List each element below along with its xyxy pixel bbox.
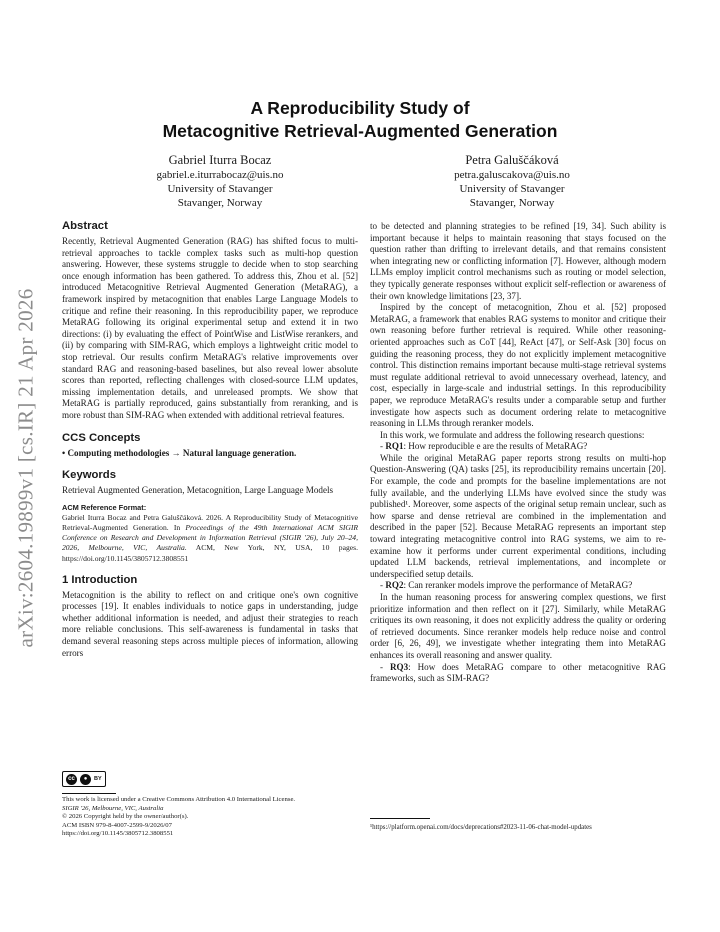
author-name: Petra Galuščáková	[465, 153, 559, 167]
abstract-heading: Abstract	[62, 220, 108, 232]
cc-icon: cc	[66, 774, 77, 785]
intro-continued: to be detected and planning strategies to be refined [19, 34]. Such ability is important because it helps to maintain reasoning that stays focused on the question rather than drifting to irrelevant details, and that remains consistent when integrating new or conflicting information [7]. However, although modern LLMs employ implicit control mechanisms such as routing or model selection, they typically generate responses without explicit self-reflection or awareness of their own knowledge limitations [23, 37].	[370, 221, 666, 301]
left-column	[62, 219, 358, 659]
author-location: Stavanger, Norway	[177, 197, 263, 209]
author-email: petra.galuscakova@uis.no	[454, 169, 570, 181]
intro-paragraph-4: While the original MetaRAG paper reports strong results on multi-hop Question-Answering (QA) tasks [25], its reproducibility remains uncertain [20]. For example, the code and prompts for the baseline implementations are not fully available, and the underlying LLMs have evolved since the study was published¹. Moreover, some aspects of the original setup remain unclear, such as how sparse and dense retrieval are combined in the implementation and described in the paper [52]. Because MetaRAG represents an important step toward integrating metacognitive control into RAG systems, we aim to re-examine how it performs under current experimental conditions, including updated LLM backends, retrieval implementations, and incomplete or underspecified setup details.	[370, 452, 666, 579]
paper-title	[60, 97, 660, 143]
reference-format-heading: ACM Reference Format:	[62, 502, 147, 512]
license-line: This work is licensed under a Creative Commons Attribution 4.0 International License.	[62, 796, 296, 803]
author-block-2	[382, 152, 642, 210]
license-rule	[62, 793, 116, 794]
intro-paragraph-2: Inspired by the concept of metacognition, Zhou et al. [52] proposed MetaRAG, a framework that enables RAG systems to monitor and critique their own reasoning before further retrieval is required. While other reasoning-oriented approaches such as CoT [44], ReAct [47], or Self-Ask [30] focus on guiding the reasoning process, they do not explicitly implement metacognitive control. This distinction remains important because multi-stage retrieval systems must regulate additional retrieval to avoid unnecessary overhead, latency, and cost, especially in large-scale and industrial settings. In this reproducibility paper, we reproduce MetaRAG's results under a comparable setup and further investigate how aspects such as document ordering relate to metacognitive reasoning in LLMs through reranker models.	[370, 302, 666, 429]
author-location: Stavanger, Norway	[469, 197, 555, 209]
keywords-heading: Keywords	[62, 469, 116, 482]
conference-line: SIGIR '26, Melbourne, VIC, Australia	[62, 804, 164, 812]
author-email: gabriel.e.iturrabocaz@uis.no	[156, 169, 284, 181]
intro-paragraph-5: In the human reasoning process for answering complex questions, we first prioritize information and then reflect on it [27]. Similarly, while MetaRAG critiques its own reasoning, it does not explicitly address the quality or ordering of retrieved documents. Since reranker models help reduce noise and control order [6, 26, 49], we investigate whether integrating them into MetaRAG enhances its overall reasoning and answer quality.	[370, 592, 666, 660]
intro-heading: 1 Introduction	[62, 573, 138, 586]
copyright-line: © 2026 Copyright held by the owner/author(s).	[62, 813, 189, 820]
title-line-2: Metacognitive Retrieval-Augmented Generation	[162, 121, 558, 141]
title-line-1: A Reproducibility Study of	[250, 98, 470, 118]
by-person-icon: ●	[80, 774, 91, 785]
by-label: BY	[94, 776, 102, 782]
ccs-heading: CCS Concepts	[62, 431, 141, 444]
abstract-text: Recently, Retrieval Augmented Generation (RAG) has shifted focus to multi-retrieval approaches to tackle complex tasks such as multi-hop question answering. However, these systems struggle to decide when to stop searching once enough information has been gathered. To address this, Zhou et al. [52] introduced Metacognitive Retrieval Augmented Generation (MetaRAG), a framework inspired by metacognition that enables Large Language Models to critique and refine their reasoning. In this reproducibility paper, we reproduce MetaRAG following its original experimental setup and extend it in two directions: (i) by evaluating the effect of PointWise and ListWise rerankers, and (ii) by comparing with SIM-RAG, which employs a lightweight critic model to stop retrieval. Our results confirm MetaRAG's relative improvements over standard RAG and reasoning-based baselines, but also reveal lower absolute scores than reported, reflecting challenges with closed-source LLM updates, missing implementation details, and unreleased prompts. We show that MetaRAG is partially reproduced, gains substantially from reranking, and is more robust than SIM-RAG when extended with additional retrieval features.	[62, 236, 358, 420]
author-name: Gabriel Iturra Bocaz	[168, 153, 272, 167]
arxiv-identifier: arXiv:2604.19899v1 [cs.IR] 21 Apr 2026	[13, 288, 38, 648]
arxiv-sidebar	[4, 258, 48, 678]
isbn-line: ACM ISBN 979-8-4007-2599-9/2026/07	[62, 821, 172, 829]
rq1: - RQ1: How reproducible e are the results of MetaRAG?	[380, 441, 588, 452]
license-block	[62, 767, 358, 839]
reference-format-text: Gabriel Iturra Bocaz and Petra Galuščáková. 2026. A Reproducibility Study of Metacognitive Retrieval-Augmented Generation. In Proceedings of the 49th International ACM SIGIR Conference on Research and Development in Information Retrieval (SIGIR '26), July 20–24, 2026, Melbourne, VIC, Australia. ACM, New York, NY, USA, 10 pages. https://doi.org/10.1145/3805712.3808551	[62, 512, 358, 563]
cc-by-badge[interactable]	[62, 771, 106, 787]
rq3: - RQ3: How does MetaRAG compare to other metacognitive RAG frameworks, such as SIM-RAG?	[370, 661, 666, 684]
author-affiliation: University of Stavanger	[459, 183, 565, 195]
footnote-rule	[370, 818, 430, 819]
intro-paragraph-3: In this work, we formulate and address the following research questions:	[380, 429, 645, 440]
right-column	[370, 221, 666, 685]
ccs-text: • Computing methodologies → Natural language generation.	[62, 447, 297, 458]
doi-line: https://doi.org/10.1145/3805712.3808551	[62, 830, 174, 837]
keywords-text: Retrieval Augmented Generation, Metacognition, Large Language Models	[62, 485, 334, 496]
intro-text: Metacognition is the ability to reflect on and critique one's own cognitive processes [19]. It enables individuals to notice gaps in understanding, judge whether additional information is needed, and adjust their strategies to reach more reliable conclusions. This self-awareness is fundamental in tasks that demand several reasoning steps across multiple pieces of information, allowing errors	[62, 589, 358, 658]
rq2: - RQ2: Can reranker models improve the performance of MetaRAG?	[380, 580, 633, 591]
footnote[interactable]: ¹https://platform.openai.com/docs/deprecations#2023-11-06-chat-model-updates	[370, 824, 592, 831]
author-affiliation: University of Stavanger	[167, 183, 273, 195]
author-block-1	[90, 152, 350, 210]
